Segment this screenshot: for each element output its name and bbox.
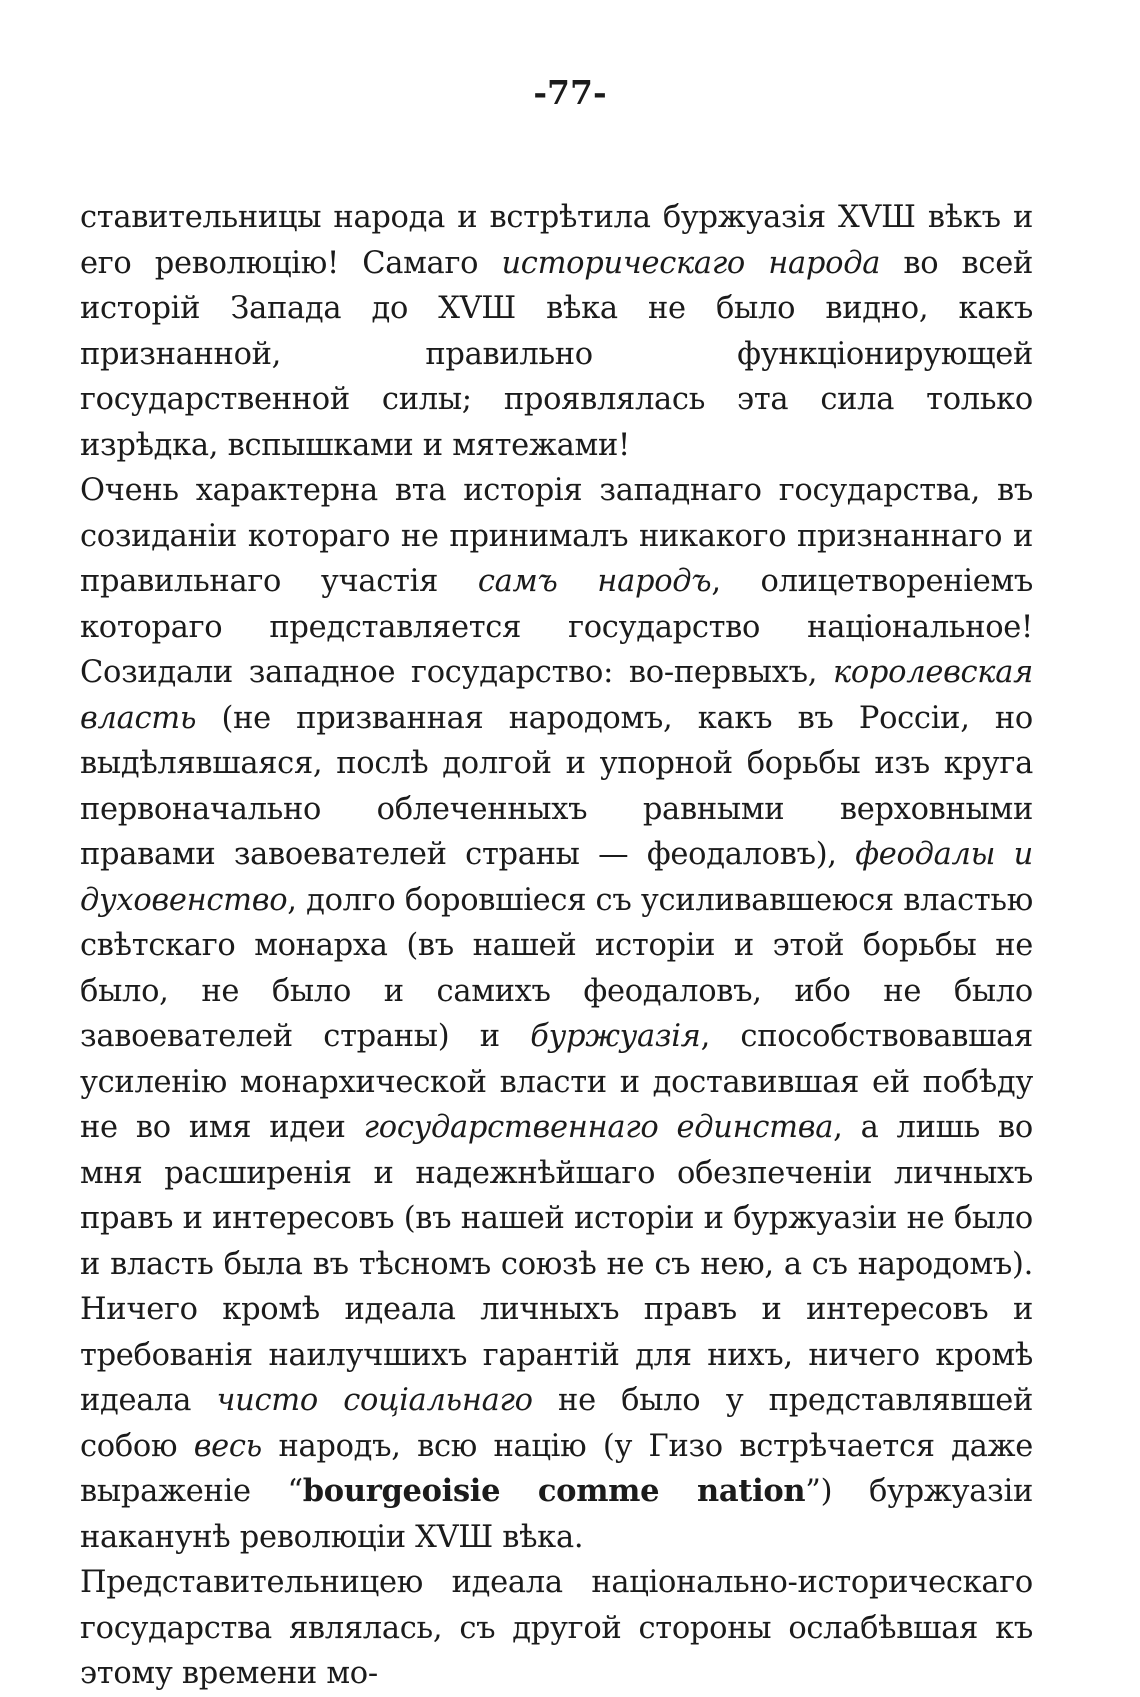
italic-text: королевская власть bbox=[80, 655, 1033, 736]
italic-text: буржуазія bbox=[530, 1019, 701, 1054]
text-run: не было у представлявшей собою bbox=[80, 1383, 1033, 1464]
page-number: -77- bbox=[533, 73, 607, 112]
text-run: , олицетвореніемъ котораго представляется государство національное! Созидали западное государство: во-первыхъ, bbox=[80, 564, 1033, 690]
italic-text: государственнаго единства bbox=[363, 1110, 834, 1145]
text-run: ”) буржуазіи наканунѣ революціи XVШ вѣка. bbox=[80, 1474, 1033, 1555]
text-run: ставительницы народа и встрѣтила буржуазія XVШ вѣкъ и его революцію! Самаго bbox=[80, 200, 1033, 281]
italic-text: феодалы и духовенство bbox=[80, 837, 1033, 918]
text-run: , способствовавшая усиленію монархической власти и доставившая ей побѣду не во имя идеи bbox=[80, 1019, 1033, 1145]
paragraph bbox=[80, 1560, 1033, 1697]
text-run: (не призванная народомъ, какъ въ Россіи, но выдѣлявшаяся, послѣ долгой и упорной борьбы изъ круга первоначально облеченныхъ равными верховными правами завоевателей страны — феодаловъ), bbox=[80, 700, 1033, 872]
paragraph bbox=[80, 468, 1033, 1560]
italic-text: самъ народъ bbox=[477, 564, 712, 599]
italic-text: чисто соціальнаго bbox=[216, 1383, 533, 1418]
italic-text: весь bbox=[193, 1428, 262, 1464]
text-run: , а лишь во мня расширенія и надежнѣйшаго обезпеченіи личныхъ правъ и интересовъ (въ нашей исторіи и буржуазіи не было и власть была въ тѣсномъ союзѣ не съ нею, а съ народомъ). Ничего кромѣ идеала личныхъ правъ и интересовъ и требованія наилучшихъ гарантій для нихъ, ничего кромѣ идеала bbox=[80, 1110, 1033, 1418]
bold-text: bourgeoisie comme nation bbox=[302, 1473, 806, 1509]
italic-text: историческаго народа bbox=[501, 245, 881, 281]
text-run: Представительницею идеала національно-историческаго государства являлась, съ другой стороны ослабѣвшая къ этому времени мо- bbox=[80, 1565, 1033, 1691]
body-text bbox=[80, 195, 1033, 1697]
paragraph bbox=[80, 195, 1033, 468]
text-run: во всей исторій Запада до XVШ вѣка не было видно, какъ признанной, правильно функціонирующей государственной силы; проявлялась эта сила только изрѣдка, вспышками и мятежами! bbox=[80, 245, 1033, 463]
text-run: народъ, всю націю (у Гизо встрѣчается даже выраженіе “ bbox=[80, 1428, 1033, 1509]
text-run: , долго боровшіеся съ усиливавшеюся властью свѣтскаго монарха (въ нашей исторіи и этой борьбы не было, не было и самихъ феодаловъ, ибо не было завоевателей страны) и bbox=[80, 882, 1033, 1054]
text-run: Очень характерна вта исторія западнаго государства, въ созиданіи котораго не принималъ никакого признаннаго и правильнаго участія bbox=[80, 473, 1033, 599]
